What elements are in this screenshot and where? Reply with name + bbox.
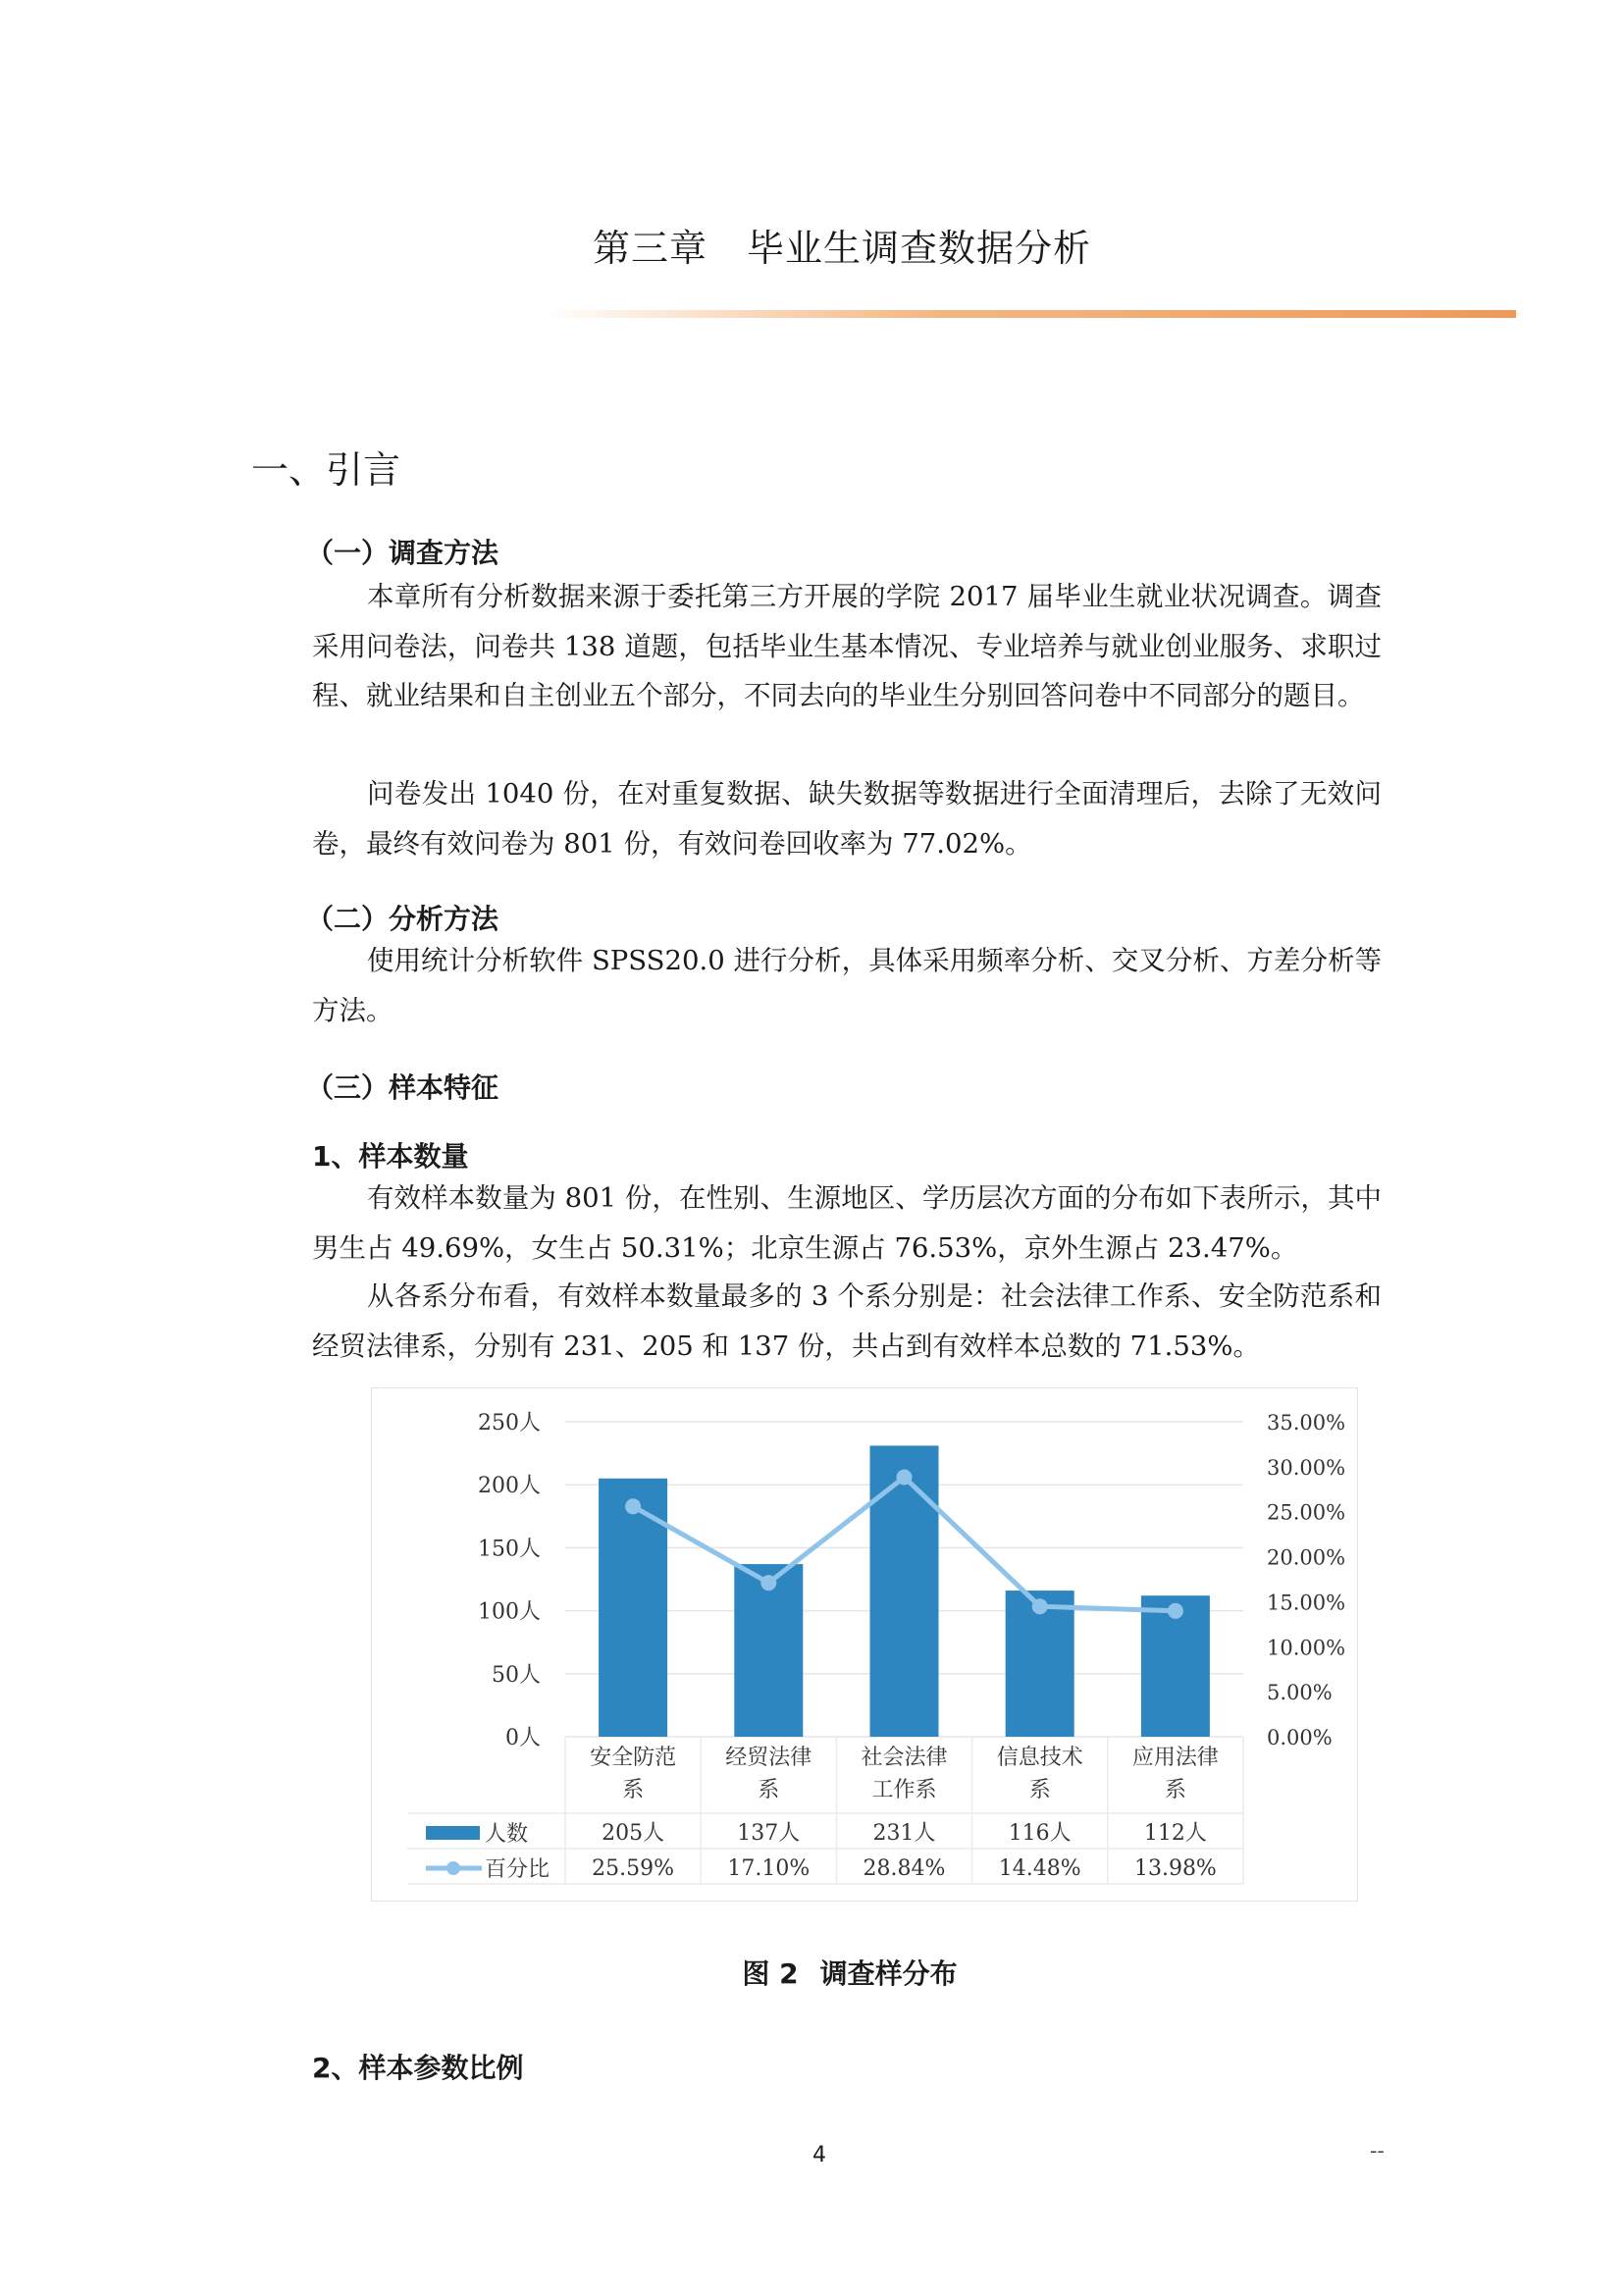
line-point bbox=[760, 1575, 776, 1591]
right-axis-tick: 35.00% bbox=[1267, 1411, 1346, 1435]
count-label: 112人 bbox=[1143, 1821, 1207, 1846]
count-label: 205人 bbox=[602, 1821, 665, 1846]
percent-label: 17.10% bbox=[727, 1856, 811, 1881]
figure-caption bbox=[0, 1953, 1623, 1992]
right-axis-tick: 0.00% bbox=[1267, 1726, 1333, 1749]
category-label: 系 bbox=[758, 1778, 780, 1802]
chart-frame bbox=[371, 1387, 1358, 1902]
chapter-title bbox=[0, 218, 1623, 272]
paragraph: 从各系分布看，有效样本数量最多的 3 个系分别是：社会法律工作系、安全防范系和经贸法律系，分别有 231、205 和 137 份，共占到有效样本总数的 71.53%。 bbox=[312, 1280, 1382, 1362]
title-underline bbox=[542, 310, 1516, 318]
right-axis-tick: 15.00% bbox=[1267, 1591, 1346, 1615]
paragraph: 本章所有分析数据来源于委托第三方开展的学院 2017 届毕业生就业状况调查。调查采用问卷法，问卷共 138 道题，包括毕业生基本情况、专业培养与就业创业服务、求职过程、就业结果和自主创业五个部分，不同去向的毕业生分别回答问卷中不同部分的题目。 bbox=[312, 581, 1382, 711]
legend-label-count: 人数 bbox=[485, 1822, 529, 1847]
subsection-heading-analysis: （二）分析方法 bbox=[306, 903, 499, 935]
category-label: 应用法律 bbox=[1131, 1746, 1219, 1770]
right-axis-tick: 5.00% bbox=[1267, 1681, 1333, 1705]
chapter-heading: 毕业生调查数据分析 bbox=[747, 227, 1092, 270]
percent-label: 28.84% bbox=[863, 1856, 946, 1881]
line-point bbox=[625, 1498, 641, 1514]
right-axis-tick: 10.00% bbox=[1267, 1636, 1346, 1660]
legend-line-marker bbox=[446, 1861, 460, 1875]
left-axis-tick: 100人 bbox=[478, 1599, 541, 1625]
line-point bbox=[1168, 1603, 1183, 1619]
paragraph: 问卷发出 1040 份，在对重复数据、缺失数据等数据进行全面清理后，去除了无效问卷，最终有效问卷为 801 份，有效问卷回收率为 77.02%。 bbox=[312, 778, 1382, 860]
right-axis-tick: 30.00% bbox=[1267, 1455, 1346, 1480]
category-label: 经贸法律 bbox=[725, 1746, 812, 1770]
combo-chart bbox=[372, 1388, 1359, 1903]
line-point bbox=[897, 1469, 913, 1485]
page-number: 4 bbox=[812, 2143, 826, 2167]
legend-bar-swatch bbox=[426, 1826, 480, 1840]
subsection-heading-method: （一）调查方法 bbox=[306, 537, 499, 569]
section-heading: 一、引言 bbox=[251, 448, 401, 492]
figure-number: 图 2 bbox=[742, 1957, 799, 1990]
legend-label-percent: 百分比 bbox=[485, 1857, 550, 1882]
item-heading-params: 2、样本参数比例 bbox=[312, 2052, 524, 2084]
percent-label: 13.98% bbox=[1133, 1856, 1217, 1881]
category-label: 社会法律 bbox=[861, 1746, 948, 1770]
count-label: 116人 bbox=[1008, 1821, 1072, 1846]
count-label: 137人 bbox=[737, 1821, 801, 1846]
category-label: 系 bbox=[622, 1778, 645, 1802]
left-axis-tick: 200人 bbox=[478, 1474, 541, 1499]
right-axis-tick: 25.00% bbox=[1267, 1500, 1346, 1525]
left-axis-tick: 0人 bbox=[505, 1726, 541, 1750]
left-axis-tick: 50人 bbox=[492, 1662, 541, 1688]
category-label: 系 bbox=[1028, 1778, 1051, 1802]
category-label: 信息技术 bbox=[996, 1746, 1083, 1770]
count-label: 231人 bbox=[872, 1821, 936, 1846]
footer-mark: -- bbox=[1370, 2139, 1385, 2164]
paragraph: 使用统计分析软件 SPSS20.0 进行分析，具体采用频率分析、交叉分析、方差分析等方法。 bbox=[312, 945, 1382, 1026]
bar bbox=[870, 1445, 939, 1737]
paragraph: 有效样本数量为 801 份，在性别、生源地区、学历层次方面的分布如下表所示，其中男生占 49.69%，女生占 50.31%；北京生源占 76.53%，京外生源占 23.47%。 bbox=[312, 1182, 1382, 1264]
category-label: 安全防范 bbox=[590, 1746, 677, 1770]
subsection-heading-sample: （三）样本特征 bbox=[306, 1071, 499, 1104]
category-label: 系 bbox=[1164, 1778, 1186, 1802]
percent-label: 25.59% bbox=[592, 1856, 675, 1881]
percent-label: 14.48% bbox=[998, 1856, 1081, 1881]
left-axis-tick: 250人 bbox=[478, 1411, 541, 1435]
left-axis-tick: 150人 bbox=[478, 1537, 541, 1562]
chapter-number: 第三章 bbox=[592, 227, 707, 270]
figure-caption-text: 调查样分布 bbox=[819, 1957, 958, 1990]
category-label: 工作系 bbox=[871, 1778, 937, 1802]
line-point bbox=[1032, 1598, 1048, 1614]
right-axis-tick: 20.00% bbox=[1267, 1545, 1346, 1570]
item-heading-count: 1、样本数量 bbox=[312, 1140, 469, 1173]
